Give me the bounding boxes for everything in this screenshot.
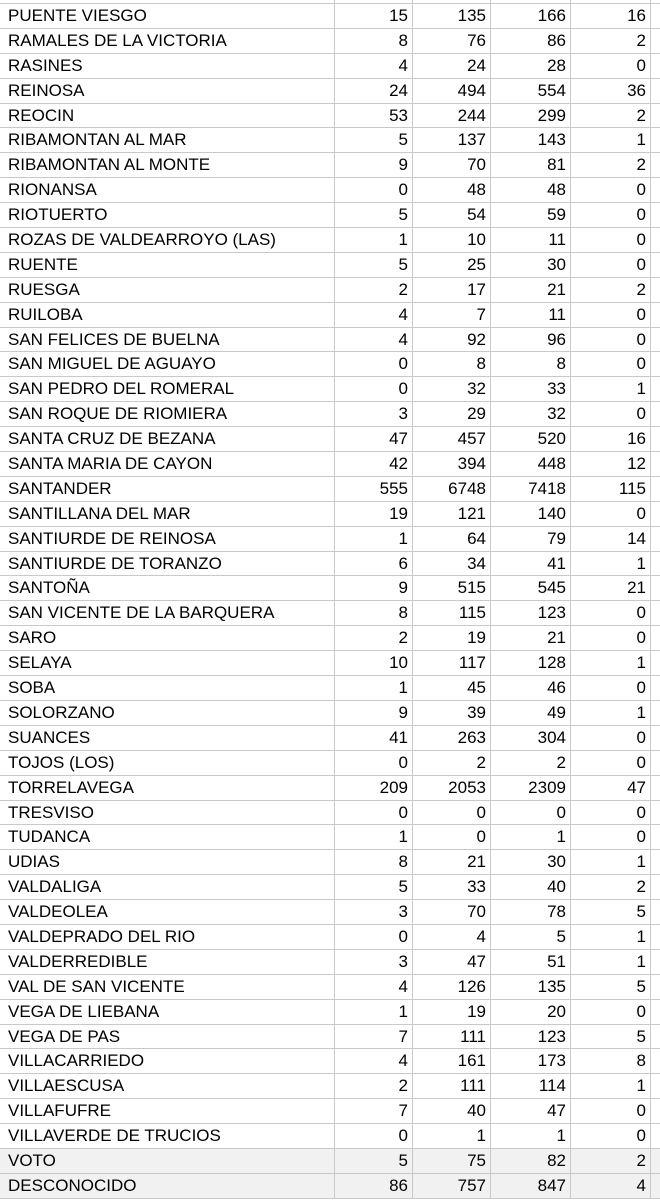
value-cell-1[interactable]: 8 [335, 601, 413, 625]
value-cell-1[interactable]: 0 [335, 1124, 413, 1148]
value-cell-1[interactable]: 42 [335, 452, 413, 476]
value-cell-4[interactable]: 1 [571, 925, 651, 949]
value-cell-2[interactable]: 2 [413, 751, 491, 775]
table-row[interactable] [0, 1099, 660, 1124]
value-cell-3[interactable]: 21 [491, 626, 571, 650]
value-cell-1[interactable]: 8 [335, 29, 413, 53]
municipality-cell[interactable]: RIBAMONTAN AL MONTE [0, 153, 335, 177]
value-cell-2[interactable]: 161 [413, 1049, 491, 1073]
value-cell-3[interactable]: 5 [491, 925, 571, 949]
value-cell-1[interactable]: 1 [335, 676, 413, 700]
table-row[interactable] [0, 1049, 660, 1074]
value-cell-2[interactable]: 4 [413, 925, 491, 949]
table-row[interactable] [0, 1124, 660, 1149]
table-row[interactable] [0, 1174, 660, 1199]
municipality-cell[interactable]: VEGA DE PAS [0, 1025, 335, 1049]
value-cell-2[interactable]: 75 [413, 1149, 491, 1173]
value-cell-4[interactable]: 1 [571, 701, 651, 725]
table-row[interactable] [0, 303, 660, 328]
value-cell-3[interactable]: 135 [491, 975, 571, 999]
value-cell-3[interactable]: 123 [491, 601, 571, 625]
value-cell-3[interactable]: 1 [491, 1124, 571, 1148]
table-row[interactable] [0, 79, 660, 104]
value-cell-2[interactable]: 2053 [413, 776, 491, 800]
value-cell-3[interactable]: 30 [491, 850, 571, 874]
value-cell-2[interactable]: 117 [413, 651, 491, 675]
value-cell-4[interactable]: 5 [571, 1025, 651, 1049]
table-row[interactable] [0, 104, 660, 129]
table-row[interactable] [0, 128, 660, 153]
value-cell-4[interactable]: 2 [571, 875, 651, 899]
value-cell-4[interactable]: 47 [571, 776, 651, 800]
value-cell-1[interactable]: 0 [335, 801, 413, 825]
value-cell-3[interactable]: 545 [491, 576, 571, 600]
value-cell-3[interactable]: 0 [491, 801, 571, 825]
value-cell-4[interactable]: 5 [571, 900, 651, 924]
value-cell-2[interactable]: 10 [413, 228, 491, 252]
value-cell-1[interactable]: 86 [335, 1174, 413, 1198]
value-cell-1[interactable]: 4 [335, 328, 413, 352]
municipality-cell[interactable]: SAN VICENTE DE LA BARQUERA [0, 601, 335, 625]
value-cell-1[interactable]: 19 [335, 502, 413, 526]
value-cell-4[interactable]: 0 [571, 626, 651, 650]
value-cell-3[interactable]: 143 [491, 128, 571, 152]
value-cell-2[interactable]: 32 [413, 377, 491, 401]
value-cell-2[interactable]: 76 [413, 29, 491, 53]
municipality-cell[interactable]: ROZAS DE VALDEARROYO (LAS) [0, 228, 335, 252]
table-row[interactable] [0, 4, 660, 29]
value-cell-3[interactable]: 173 [491, 1049, 571, 1073]
value-cell-1[interactable]: 1 [335, 228, 413, 252]
value-cell-3[interactable]: 96 [491, 328, 571, 352]
value-cell-2[interactable]: 24 [413, 54, 491, 78]
value-cell-1[interactable]: 4 [335, 1049, 413, 1073]
municipality-cell[interactable]: SAN FELICES DE BUELNA [0, 328, 335, 352]
value-cell-2[interactable]: 25 [413, 253, 491, 277]
municipality-cell[interactable]: VILLAESCUSA [0, 1074, 335, 1098]
table-row[interactable] [0, 502, 660, 527]
table-row[interactable] [0, 402, 660, 427]
municipality-cell[interactable]: TRESVISO [0, 801, 335, 825]
value-cell-2[interactable]: 244 [413, 104, 491, 128]
value-cell-1[interactable]: 209 [335, 776, 413, 800]
municipality-cell[interactable]: SAN ROQUE DE RIOMIERA [0, 402, 335, 426]
value-cell-4[interactable]: 2 [571, 1149, 651, 1173]
municipality-cell[interactable]: RAMALES DE LA VICTORIA [0, 29, 335, 53]
value-cell-4[interactable]: 14 [571, 527, 651, 551]
value-cell-3[interactable]: 299 [491, 104, 571, 128]
value-cell-3[interactable]: 114 [491, 1074, 571, 1098]
value-cell-2[interactable]: 48 [413, 178, 491, 202]
value-cell-2[interactable]: 515 [413, 576, 491, 600]
value-cell-3[interactable]: 123 [491, 1025, 571, 1049]
value-cell-4[interactable]: 0 [571, 228, 651, 252]
value-cell-4[interactable]: 0 [571, 601, 651, 625]
municipality-cell[interactable]: SAN PEDRO DEL ROMERAL [0, 377, 335, 401]
value-cell-2[interactable]: 135 [413, 4, 491, 28]
value-cell-3[interactable]: 59 [491, 203, 571, 227]
value-cell-2[interactable]: 70 [413, 900, 491, 924]
table-row[interactable] [0, 153, 660, 178]
municipality-cell[interactable]: RIOTUERTO [0, 203, 335, 227]
value-cell-4[interactable]: 0 [571, 402, 651, 426]
value-cell-1[interactable]: 7 [335, 1099, 413, 1123]
table-row[interactable] [0, 1000, 660, 1025]
municipality-cell[interactable]: SANTILLANA DEL MAR [0, 502, 335, 526]
value-cell-4[interactable]: 8 [571, 1049, 651, 1073]
value-cell-2[interactable]: 7 [413, 303, 491, 327]
value-cell-1[interactable]: 9 [335, 701, 413, 725]
value-cell-1[interactable]: 4 [335, 975, 413, 999]
value-cell-3[interactable]: 40 [491, 875, 571, 899]
value-cell-3[interactable]: 51 [491, 950, 571, 974]
value-cell-1[interactable]: 0 [335, 751, 413, 775]
table-row[interactable] [0, 278, 660, 303]
table-row[interactable] [0, 801, 660, 826]
value-cell-1[interactable]: 5 [335, 1149, 413, 1173]
value-cell-4[interactable]: 0 [571, 751, 651, 775]
municipality-cell[interactable]: SOLORZANO [0, 701, 335, 725]
value-cell-3[interactable]: 86 [491, 29, 571, 53]
value-cell-1[interactable]: 10 [335, 651, 413, 675]
municipality-cell[interactable]: SANTA CRUZ DE BEZANA [0, 427, 335, 451]
value-cell-4[interactable]: 1 [571, 128, 651, 152]
table-row[interactable] [0, 377, 660, 402]
table-row[interactable] [0, 701, 660, 726]
municipality-cell[interactable]: RUILOBA [0, 303, 335, 327]
municipality-cell[interactable]: RIONANSA [0, 178, 335, 202]
municipality-cell[interactable]: SAN MIGUEL DE AGUAYO [0, 352, 335, 376]
value-cell-3[interactable]: 140 [491, 502, 571, 526]
table-row[interactable] [0, 626, 660, 651]
value-cell-2[interactable]: 64 [413, 527, 491, 551]
value-cell-3[interactable]: 520 [491, 427, 571, 451]
value-cell-3[interactable]: 49 [491, 701, 571, 725]
value-cell-4[interactable]: 0 [571, 54, 651, 78]
value-cell-1[interactable]: 1 [335, 1000, 413, 1024]
value-cell-4[interactable]: 1 [571, 651, 651, 675]
municipality-cell[interactable]: SANTA MARIA DE CAYON [0, 452, 335, 476]
value-cell-3[interactable]: 554 [491, 79, 571, 103]
value-cell-2[interactable]: 394 [413, 452, 491, 476]
table-row[interactable] [0, 576, 660, 601]
value-cell-1[interactable]: 47 [335, 427, 413, 451]
value-cell-1[interactable]: 24 [335, 79, 413, 103]
value-cell-1[interactable]: 3 [335, 950, 413, 974]
municipality-cell[interactable]: VALDERREDIBLE [0, 950, 335, 974]
value-cell-4[interactable]: 0 [571, 801, 651, 825]
municipality-cell[interactable]: SANTANDER [0, 477, 335, 501]
value-cell-2[interactable]: 0 [413, 801, 491, 825]
value-cell-4[interactable]: 0 [571, 253, 651, 277]
value-cell-2[interactable]: 121 [413, 502, 491, 526]
municipality-cell[interactable]: SOBA [0, 676, 335, 700]
value-cell-4[interactable]: 0 [571, 676, 651, 700]
value-cell-2[interactable]: 115 [413, 601, 491, 625]
municipality-cell[interactable]: UDIAS [0, 850, 335, 874]
municipality-cell[interactable]: RUENTE [0, 253, 335, 277]
municipality-cell[interactable]: SUANCES [0, 726, 335, 750]
value-cell-1[interactable]: 15 [335, 4, 413, 28]
value-cell-1[interactable]: 9 [335, 576, 413, 600]
value-cell-3[interactable]: 847 [491, 1174, 571, 1198]
municipality-cell[interactable]: DESCONOCIDO [0, 1174, 335, 1198]
value-cell-1[interactable]: 3 [335, 900, 413, 924]
value-cell-3[interactable]: 30 [491, 253, 571, 277]
value-cell-3[interactable]: 28 [491, 54, 571, 78]
table-row[interactable] [0, 825, 660, 850]
value-cell-4[interactable]: 0 [571, 328, 651, 352]
municipality-cell[interactable]: SELAYA [0, 651, 335, 675]
value-cell-3[interactable]: 20 [491, 1000, 571, 1024]
value-cell-4[interactable]: 5 [571, 975, 651, 999]
municipality-cell[interactable]: VAL DE SAN VICENTE [0, 975, 335, 999]
value-cell-2[interactable]: 19 [413, 626, 491, 650]
value-cell-1[interactable]: 5 [335, 203, 413, 227]
value-cell-1[interactable]: 2 [335, 626, 413, 650]
municipality-cell[interactable]: RASINES [0, 54, 335, 78]
value-cell-2[interactable]: 111 [413, 1025, 491, 1049]
value-cell-4[interactable]: 4 [571, 1174, 651, 1198]
table-row[interactable] [0, 452, 660, 477]
value-cell-4[interactable]: 1 [571, 552, 651, 576]
table-row[interactable] [0, 975, 660, 1000]
value-cell-4[interactable]: 0 [571, 825, 651, 849]
value-cell-3[interactable]: 46 [491, 676, 571, 700]
municipality-cell[interactable]: REOCIN [0, 104, 335, 128]
value-cell-2[interactable]: 494 [413, 79, 491, 103]
value-cell-4[interactable]: 21 [571, 576, 651, 600]
table-row[interactable] [0, 352, 660, 377]
value-cell-1[interactable]: 7 [335, 1025, 413, 1049]
table-row[interactable] [0, 950, 660, 975]
table-row[interactable] [0, 427, 660, 452]
value-cell-4[interactable]: 115 [571, 477, 651, 501]
table-row[interactable] [0, 552, 660, 577]
value-cell-3[interactable]: 128 [491, 651, 571, 675]
municipality-cell[interactable]: TUDANCA [0, 825, 335, 849]
value-cell-1[interactable]: 41 [335, 726, 413, 750]
value-cell-4[interactable]: 2 [571, 104, 651, 128]
value-cell-2[interactable]: 19 [413, 1000, 491, 1024]
municipality-cell[interactable]: VALDALIGA [0, 875, 335, 899]
value-cell-2[interactable]: 1 [413, 1124, 491, 1148]
table-row[interactable] [0, 1149, 660, 1174]
value-cell-1[interactable]: 6 [335, 552, 413, 576]
value-cell-2[interactable]: 47 [413, 950, 491, 974]
municipality-cell[interactable]: TORRELAVEGA [0, 776, 335, 800]
value-cell-3[interactable]: 2309 [491, 776, 571, 800]
value-cell-4[interactable]: 16 [571, 4, 651, 28]
value-cell-1[interactable]: 0 [335, 377, 413, 401]
municipality-cell[interactable]: RIBAMONTAN AL MAR [0, 128, 335, 152]
value-cell-4[interactable]: 16 [571, 427, 651, 451]
value-cell-4[interactable]: 2 [571, 153, 651, 177]
value-cell-1[interactable]: 1 [335, 825, 413, 849]
value-cell-3[interactable]: 166 [491, 4, 571, 28]
value-cell-3[interactable]: 48 [491, 178, 571, 202]
value-cell-1[interactable]: 53 [335, 104, 413, 128]
table-row[interactable] [0, 900, 660, 925]
value-cell-3[interactable]: 2 [491, 751, 571, 775]
value-cell-2[interactable]: 126 [413, 975, 491, 999]
value-cell-2[interactable]: 92 [413, 328, 491, 352]
value-cell-3[interactable]: 82 [491, 1149, 571, 1173]
table-row[interactable] [0, 776, 660, 801]
municipality-cell[interactable]: VALDEPRADO DEL RIO [0, 925, 335, 949]
value-cell-3[interactable]: 79 [491, 527, 571, 551]
table-row[interactable] [0, 875, 660, 900]
table-row[interactable] [0, 29, 660, 54]
value-cell-1[interactable]: 0 [335, 352, 413, 376]
table-row[interactable] [0, 751, 660, 776]
value-cell-3[interactable]: 448 [491, 452, 571, 476]
value-cell-3[interactable]: 11 [491, 228, 571, 252]
value-cell-2[interactable]: 137 [413, 128, 491, 152]
value-cell-2[interactable]: 6748 [413, 477, 491, 501]
table-row[interactable] [0, 601, 660, 626]
value-cell-2[interactable]: 17 [413, 278, 491, 302]
table-row[interactable] [0, 54, 660, 79]
value-cell-1[interactable]: 4 [335, 54, 413, 78]
value-cell-4[interactable]: 1 [571, 377, 651, 401]
table-row[interactable] [0, 203, 660, 228]
value-cell-1[interactable]: 2 [335, 1074, 413, 1098]
value-cell-4[interactable]: 1 [571, 1074, 651, 1098]
value-cell-3[interactable]: 47 [491, 1099, 571, 1123]
value-cell-2[interactable]: 29 [413, 402, 491, 426]
value-cell-4[interactable]: 0 [571, 1000, 651, 1024]
value-cell-4[interactable]: 0 [571, 178, 651, 202]
value-cell-3[interactable]: 21 [491, 278, 571, 302]
table-row[interactable] [0, 726, 660, 751]
municipality-cell[interactable]: VILLACARRIEDO [0, 1049, 335, 1073]
table-row[interactable] [0, 651, 660, 676]
table-row[interactable] [0, 925, 660, 950]
value-cell-4[interactable]: 0 [571, 203, 651, 227]
municipality-cell[interactable]: VOTO [0, 1149, 335, 1173]
value-cell-2[interactable]: 757 [413, 1174, 491, 1198]
value-cell-4[interactable]: 0 [571, 726, 651, 750]
value-cell-4[interactable]: 1 [571, 950, 651, 974]
value-cell-3[interactable]: 32 [491, 402, 571, 426]
value-cell-1[interactable]: 0 [335, 925, 413, 949]
municipality-cell[interactable]: RUESGA [0, 278, 335, 302]
municipality-cell[interactable]: TOJOS (LOS) [0, 751, 335, 775]
value-cell-1[interactable]: 5 [335, 875, 413, 899]
value-cell-2[interactable]: 0 [413, 825, 491, 849]
value-cell-2[interactable]: 34 [413, 552, 491, 576]
value-cell-4[interactable]: 0 [571, 1099, 651, 1123]
municipality-cell[interactable]: VALDEOLEA [0, 900, 335, 924]
value-cell-1[interactable]: 5 [335, 128, 413, 152]
value-cell-4[interactable]: 0 [571, 1124, 651, 1148]
value-cell-2[interactable]: 263 [413, 726, 491, 750]
value-cell-2[interactable]: 39 [413, 701, 491, 725]
value-cell-1[interactable]: 4 [335, 303, 413, 327]
value-cell-4[interactable]: 0 [571, 502, 651, 526]
value-cell-1[interactable]: 3 [335, 402, 413, 426]
table-row[interactable] [0, 676, 660, 701]
value-cell-4[interactable]: 36 [571, 79, 651, 103]
value-cell-2[interactable]: 111 [413, 1074, 491, 1098]
value-cell-2[interactable]: 21 [413, 850, 491, 874]
value-cell-3[interactable]: 33 [491, 377, 571, 401]
value-cell-1[interactable]: 5 [335, 253, 413, 277]
value-cell-3[interactable]: 7418 [491, 477, 571, 501]
municipality-cell[interactable]: SANTIURDE DE REINOSA [0, 527, 335, 551]
value-cell-2[interactable]: 45 [413, 676, 491, 700]
value-cell-1[interactable]: 9 [335, 153, 413, 177]
table-row[interactable] [0, 1025, 660, 1050]
value-cell-2[interactable]: 40 [413, 1099, 491, 1123]
value-cell-3[interactable]: 1 [491, 825, 571, 849]
value-cell-1[interactable]: 555 [335, 477, 413, 501]
municipality-cell[interactable]: SARO [0, 626, 335, 650]
municipality-cell[interactable]: VILLAFUFRE [0, 1099, 335, 1123]
value-cell-2[interactable]: 70 [413, 153, 491, 177]
value-cell-2[interactable]: 33 [413, 875, 491, 899]
table-row[interactable] [0, 850, 660, 875]
value-cell-2[interactable]: 54 [413, 203, 491, 227]
value-cell-1[interactable]: 1 [335, 527, 413, 551]
value-cell-3[interactable]: 304 [491, 726, 571, 750]
value-cell-3[interactable]: 41 [491, 552, 571, 576]
value-cell-2[interactable]: 8 [413, 352, 491, 376]
table-row[interactable] [0, 228, 660, 253]
value-cell-4[interactable]: 2 [571, 278, 651, 302]
municipality-cell[interactable]: PUENTE VIESGO [0, 4, 335, 28]
municipality-cell[interactable]: SANTIURDE DE TORANZO [0, 552, 335, 576]
value-cell-3[interactable]: 8 [491, 352, 571, 376]
value-cell-1[interactable]: 0 [335, 178, 413, 202]
value-cell-3[interactable]: 78 [491, 900, 571, 924]
table-row[interactable] [0, 253, 660, 278]
municipality-cell[interactable]: VILLAVERDE DE TRUCIOS [0, 1124, 335, 1148]
table-row[interactable] [0, 1074, 660, 1099]
table-row[interactable] [0, 178, 660, 203]
table-body [0, 4, 660, 1199]
value-cell-4[interactable]: 0 [571, 303, 651, 327]
table-row[interactable] [0, 328, 660, 353]
value-cell-2[interactable]: 457 [413, 427, 491, 451]
municipality-cell[interactable]: VEGA DE LIEBANA [0, 1000, 335, 1024]
value-cell-4[interactable]: 1 [571, 850, 651, 874]
municipality-cell[interactable]: SANTOÑA [0, 576, 335, 600]
value-cell-1[interactable]: 2 [335, 278, 413, 302]
value-cell-4[interactable]: 12 [571, 452, 651, 476]
value-cell-4[interactable]: 0 [571, 352, 651, 376]
table-row[interactable] [0, 477, 660, 502]
value-cell-3[interactable]: 11 [491, 303, 571, 327]
value-cell-4[interactable]: 2 [571, 29, 651, 53]
value-cell-3[interactable]: 81 [491, 153, 571, 177]
value-cell-1[interactable]: 8 [335, 850, 413, 874]
table-row[interactable] [0, 527, 660, 552]
municipality-cell[interactable]: REINOSA [0, 79, 335, 103]
